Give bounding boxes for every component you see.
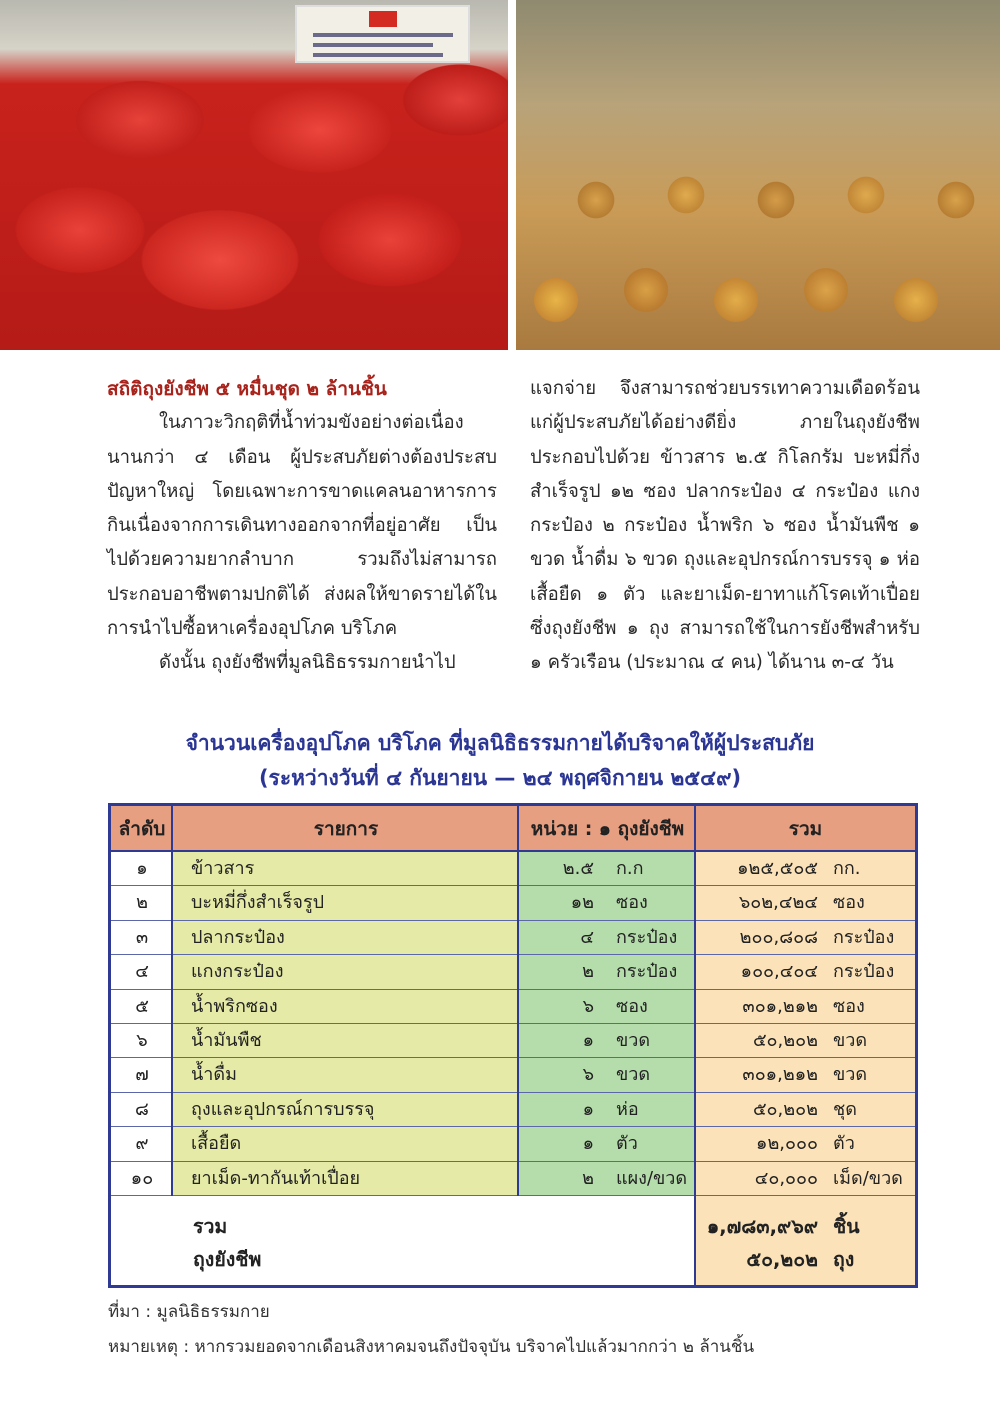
summary-bags-unit: ถุง <box>833 1248 855 1271</box>
row-num: ๑๐ <box>130 1167 154 1189</box>
row-total-qty: ๒๐๐,๘๐๘ <box>739 926 818 948</box>
article-paragraph-1: ในภาวะวิกฤติที่น้ำท่วมขังอย่างต่อเนื่องนานกว่า ๔ เดือน ผู้ประสบภัยต่างต้องประสบปัญหาใหญ่ โดยเฉพาะการขาดแคลนอาหารการกินเนื่องจากการเดินทางออกจากที่อยู่อาศัย เป็นไปด้วยความยากลำบาก รวมถึงไม่สามารถประกอบอาชีพตามปกติได้ ส่งผลให้ขาดรายได้ในการนำไปซื้อหาเครื่องอุปโภค บริโภค <box>107 412 497 640</box>
row-num: ๑ <box>136 858 148 879</box>
row-total-qty: ๖๐๒,๔๒๔ <box>738 892 818 914</box>
header-total: รวม <box>788 818 823 840</box>
row-unit-name: ขวด <box>616 1064 651 1086</box>
row-total-unit: ขวด <box>833 1064 868 1086</box>
row-item: บะหมี่กึ่งสำเร็จรูป <box>191 892 325 914</box>
table-row <box>111 921 915 955</box>
footnote-note: หมายเหตุ : หากรวมยอดจากเดือนสิงหาคมจนถึงปัจจุบัน บริจาคไปแล้วมากกว่า ๒ ล้านชิ้น <box>108 1337 755 1357</box>
row-total-unit: กระป๋อง <box>833 961 895 983</box>
row-item: แกงกระป๋อง <box>191 961 284 983</box>
table-row <box>111 886 915 920</box>
row-unit-name: ก.ก <box>616 858 644 879</box>
article-left-column <box>107 372 497 681</box>
table-subtitle: (ระหว่างวันที่ ๔ กันยายน — ๒๔ พฤศจิกายน ๒๕๔๙) <box>258 766 742 790</box>
article-paragraph-2: ดังนั้น ถุงยังชีพที่มูลนิธิธรรมกายนำไป <box>159 652 456 674</box>
row-total-unit: ตัว <box>833 1133 855 1155</box>
row-total-qty: ๑๒,๐๐๐ <box>756 1133 818 1155</box>
table-header <box>111 806 915 852</box>
table-row <box>111 1058 915 1092</box>
row-item: น้ำมันพืช <box>191 1030 262 1051</box>
article-heading: สถิติถุงยังชีพ ๕ หมื่นชุด ๒ ล้านชิ้น <box>107 378 387 400</box>
row-total-unit: เม็ด/ขวด <box>833 1167 903 1189</box>
photo-red-relief-bags <box>0 0 508 350</box>
banner-emblem <box>369 11 397 27</box>
row-unit-name: ซอง <box>616 892 648 914</box>
summary-label-bags: ถุงยังชีพ <box>193 1248 262 1271</box>
table-row <box>111 1127 915 1161</box>
row-num: ๙ <box>135 1133 149 1155</box>
row-item: ข้าวสาร <box>191 858 255 879</box>
row-total-qty: ๓๐๑,๒๑๒ <box>742 1064 818 1086</box>
row-unit-qty: ๒ <box>582 961 594 983</box>
header-item: รายการ <box>313 818 379 840</box>
banner-sign <box>295 5 470 63</box>
row-item: น้ำดื่ม <box>191 1064 237 1086</box>
row-item: น้ำพริกซอง <box>191 995 278 1017</box>
row-unit-name: ขวด <box>616 1030 651 1051</box>
table-row <box>111 1162 915 1196</box>
row-item: ยาเม็ด-ทากันเท้าเปื่อย <box>191 1167 361 1189</box>
row-num: ๗ <box>135 1064 149 1086</box>
row-total-qty: ๕๐,๒๐๒ <box>752 1098 818 1120</box>
row-total-qty: ๑๐๐,๔๐๔ <box>740 961 818 983</box>
summary-bags-qty: ๕๐,๒๐๒ <box>746 1248 818 1271</box>
table-row <box>111 852 915 886</box>
row-num: ๒ <box>136 892 148 914</box>
row-num: ๔ <box>135 961 149 983</box>
row-total-unit: กระป๋อง <box>833 926 895 948</box>
summary-total-unit: ชิ้น <box>833 1215 860 1238</box>
row-item: ถุงและอุปกรณ์การบรรจุ <box>191 1098 375 1120</box>
row-unit-qty: ๖ <box>582 1064 594 1086</box>
row-unit-qty: ๑ <box>582 1030 594 1051</box>
row-total-unit: ซอง <box>833 995 865 1017</box>
row-unit-qty: ๒.๕ <box>562 858 594 879</box>
row-unit-name: ซอง <box>616 995 648 1017</box>
row-total-qty: ๕๐,๒๐๒ <box>752 1030 818 1051</box>
row-num: ๕ <box>135 995 149 1017</box>
row-item: เสื้อยืด <box>191 1133 242 1155</box>
row-unit-name: กระป๋อง <box>616 926 678 948</box>
photo-clear-relief-bags <box>516 0 1000 350</box>
table-row <box>111 1093 915 1127</box>
row-unit-name: ตัว <box>616 1133 638 1155</box>
row-num: ๓ <box>135 926 149 948</box>
table-title: จำนวนเครื่องอุปโภค บริโภค ที่มูลนิธิธรรมกายได้บริจาคให้ผู้ประสบภัย <box>185 731 815 755</box>
row-total-qty: ๓๐๑,๒๑๒ <box>742 995 818 1017</box>
row-total-unit: ชุด <box>833 1098 857 1120</box>
row-unit-qty: ๔ <box>580 926 594 948</box>
row-total-qty: ๑๒๕,๕๐๕ <box>737 858 818 879</box>
row-unit-qty: ๑ <box>582 1133 594 1155</box>
row-total-unit: กก. <box>833 858 861 879</box>
row-total-unit: ขวด <box>833 1030 868 1051</box>
header-num: ลำดับ <box>118 818 166 840</box>
row-item: ปลากระป๋อง <box>191 926 285 948</box>
row-unit-qty: ๖ <box>582 995 594 1017</box>
table-row <box>111 990 915 1024</box>
footnote-source: ที่มา : มูลนิธิธรรมกาย <box>108 1302 270 1322</box>
row-unit-qty: ๑๒ <box>570 892 594 914</box>
row-unit-name: แผง/ขวด <box>616 1167 688 1189</box>
row-num: ๘ <box>135 1098 149 1120</box>
table-row <box>111 955 915 989</box>
row-unit-name: กระป๋อง <box>616 961 678 983</box>
row-unit-qty: ๒ <box>582 1167 594 1189</box>
summary-label-total: รวม <box>193 1215 228 1238</box>
header-unit: หน่วย : ๑ ถุงยังชีพ <box>530 818 685 840</box>
summary-total-qty: ๑,๗๘๓,๙๖๙ <box>706 1215 818 1238</box>
article-right-column <box>530 372 920 681</box>
table-row <box>111 1024 915 1058</box>
article-paragraph-3: แจกจ่าย จึงสามารถช่วยบรรเทาความเดือดร้อนแก่ผู้ประสบภัยได้อย่างดียิ่ง ภายในถุงยังชีพประกอบไปด้วย ข้าวสาร ๒.๕ กิโลกรัม บะหมี่กึ่งสำเร็จรูป ๑๒ ซอง ปลากระป๋อง ๔ กระป๋อง แกงกระป๋อง ๒ กระป๋อง น้ำพริก ๖ ซอง น้ำมันพืช ๑ ขวด น้ำดื่ม ๖ ขวด ถุงและอุปกรณ์การบรรจุ ๑ ห่อ เสื้อยืด ๑ ตัว และยาเม็ด-ยาทาแก้โรคเท้าเปื่อย ซึ่งถุงยังชีพ ๑ ถุง สามารถใช้ในการยังชีพสำหรับ ๑ ครัวเรือน (ประมาณ ๔ คน) ได้นาน ๓-๔ วัน <box>530 378 920 674</box>
row-unit-qty: ๑ <box>582 1098 594 1120</box>
row-total-qty: ๔๐,๐๐๐ <box>754 1167 818 1189</box>
row-unit-name: ห่อ <box>616 1098 639 1120</box>
row-total-unit: ซอง <box>833 892 865 914</box>
row-num: ๖ <box>136 1030 148 1051</box>
donation-table <box>108 803 918 1288</box>
